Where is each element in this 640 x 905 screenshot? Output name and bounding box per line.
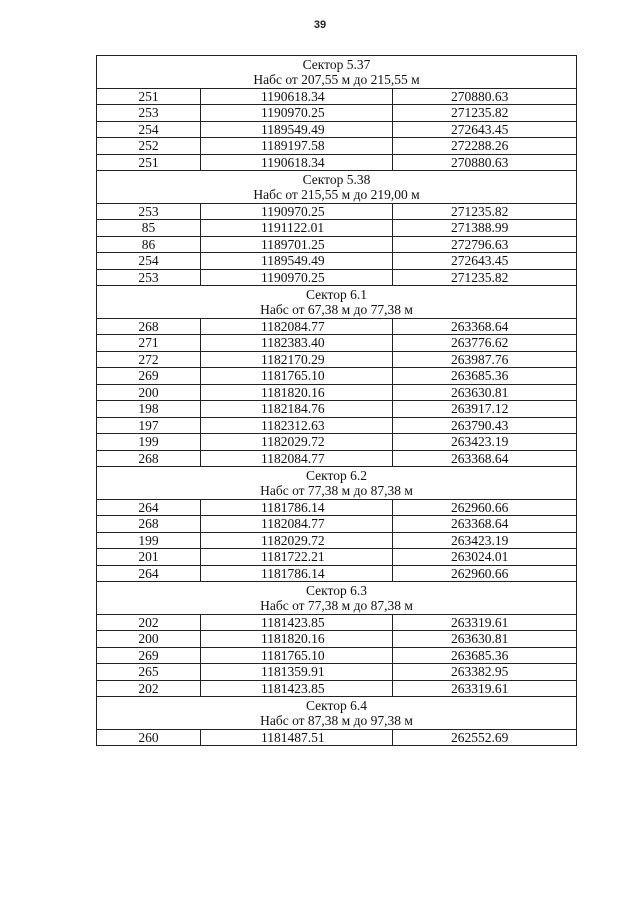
- table-row: [97, 318, 577, 335]
- y-coordinate-cell: 270880.63: [393, 154, 577, 171]
- y-coordinate-cell: 271388.99: [393, 220, 577, 237]
- x-coordinate-cell: 1181765.10: [201, 368, 393, 385]
- x-coordinate-cell: 1182184.76: [201, 401, 393, 418]
- sector-height-range: Набс от 77,38 м до 87,38 м: [97, 598, 577, 614]
- sector-header-row: [97, 697, 577, 714]
- point-number-cell: 251: [97, 88, 201, 105]
- sector-title: Сектор 5.38: [97, 171, 577, 188]
- sector-header-row: [97, 56, 577, 73]
- x-coordinate-cell: 1181487.51: [201, 729, 393, 746]
- point-number-cell: 254: [97, 121, 201, 138]
- x-coordinate-cell: 1181359.91: [201, 664, 393, 681]
- x-coordinate-cell: 1181722.21: [201, 549, 393, 566]
- table-row: [97, 532, 577, 549]
- y-coordinate-cell: 263319.61: [393, 680, 577, 697]
- y-coordinate-cell: 262960.66: [393, 499, 577, 516]
- table-row: [97, 220, 577, 237]
- y-coordinate-cell: 271235.82: [393, 269, 577, 286]
- point-number-cell: 198: [97, 401, 201, 418]
- table-row: [97, 549, 577, 566]
- x-coordinate-cell: 1182029.72: [201, 532, 393, 549]
- point-number-cell: 202: [97, 614, 201, 631]
- y-coordinate-cell: 263790.43: [393, 417, 577, 434]
- y-coordinate-cell: 262552.69: [393, 729, 577, 746]
- table-row: [97, 614, 577, 631]
- sector-title: Сектор 6.4: [97, 697, 577, 714]
- x-coordinate-cell: 1181423.85: [201, 614, 393, 631]
- table-row: [97, 335, 577, 352]
- point-number-cell: 268: [97, 450, 201, 467]
- x-coordinate-cell: 1189549.49: [201, 121, 393, 138]
- y-coordinate-cell: 272643.45: [393, 253, 577, 270]
- table-row: [97, 664, 577, 681]
- sector-header-row: [97, 582, 577, 599]
- point-number-cell: 252: [97, 138, 201, 155]
- table-row: [97, 236, 577, 253]
- x-coordinate-cell: 1181423.85: [201, 680, 393, 697]
- point-number-cell: 253: [97, 269, 201, 286]
- point-number-cell: 254: [97, 253, 201, 270]
- x-coordinate-cell: 1190970.25: [201, 269, 393, 286]
- sector-subtitle-row: [97, 72, 577, 88]
- x-coordinate-cell: 1181820.16: [201, 631, 393, 648]
- sector-height-range: Набс от 215,55 м до 219,00 м: [97, 187, 577, 203]
- table-row: [97, 434, 577, 451]
- y-coordinate-cell: 263382.95: [393, 664, 577, 681]
- table-row: [97, 516, 577, 533]
- y-coordinate-cell: 263024.01: [393, 549, 577, 566]
- y-coordinate-cell: 263685.36: [393, 647, 577, 664]
- point-number-cell: 265: [97, 664, 201, 681]
- point-number-cell: 85: [97, 220, 201, 237]
- y-coordinate-cell: 263423.19: [393, 434, 577, 451]
- point-number-cell: 200: [97, 631, 201, 648]
- x-coordinate-cell: 1182084.77: [201, 318, 393, 335]
- sector-height-range: Набс от 77,38 м до 87,38 м: [97, 483, 577, 499]
- point-number-cell: 264: [97, 499, 201, 516]
- point-number-cell: 260: [97, 729, 201, 746]
- sector-height-range: Набс от 207,55 м до 215,55 м: [97, 72, 577, 88]
- y-coordinate-cell: 263685.36: [393, 368, 577, 385]
- x-coordinate-cell: 1190970.25: [201, 105, 393, 122]
- point-number-cell: 200: [97, 384, 201, 401]
- x-coordinate-cell: 1190970.25: [201, 203, 393, 220]
- y-coordinate-cell: 263319.61: [393, 614, 577, 631]
- table-row: [97, 269, 577, 286]
- table-row: [97, 105, 577, 122]
- coordinates-table-body: [97, 56, 577, 746]
- table-row: [97, 88, 577, 105]
- y-coordinate-cell: 263987.76: [393, 351, 577, 368]
- x-coordinate-cell: 1182383.40: [201, 335, 393, 352]
- x-coordinate-cell: 1189197.58: [201, 138, 393, 155]
- point-number-cell: 199: [97, 532, 201, 549]
- point-number-cell: 271: [97, 335, 201, 352]
- y-coordinate-cell: 271235.82: [393, 203, 577, 220]
- point-number-cell: 197: [97, 417, 201, 434]
- table-row: [97, 351, 577, 368]
- sector-subtitle-row: [97, 598, 577, 614]
- y-coordinate-cell: 263630.81: [393, 631, 577, 648]
- y-coordinate-cell: 270880.63: [393, 88, 577, 105]
- table-row: [97, 203, 577, 220]
- table-row: [97, 680, 577, 697]
- sector-subtitle-row: [97, 713, 577, 729]
- sector-header-row: [97, 286, 577, 303]
- sector-header-row: [97, 171, 577, 188]
- sector-height-range: Набс от 87,38 м до 97,38 м: [97, 713, 577, 729]
- y-coordinate-cell: 263368.64: [393, 318, 577, 335]
- sector-header-row: [97, 467, 577, 484]
- table-row: [97, 154, 577, 171]
- table-row: [97, 729, 577, 746]
- point-number-cell: 86: [97, 236, 201, 253]
- y-coordinate-cell: 263368.64: [393, 450, 577, 467]
- x-coordinate-cell: 1190618.34: [201, 154, 393, 171]
- sector-title: Сектор 6.1: [97, 286, 577, 303]
- x-coordinate-cell: 1181786.14: [201, 499, 393, 516]
- page-number: 39: [313, 19, 327, 31]
- table-row: [97, 384, 577, 401]
- x-coordinate-cell: 1182029.72: [201, 434, 393, 451]
- x-coordinate-cell: 1182312.63: [201, 417, 393, 434]
- sector-subtitle-row: [97, 302, 577, 318]
- y-coordinate-cell: 272288.26: [393, 138, 577, 155]
- point-number-cell: 268: [97, 516, 201, 533]
- x-coordinate-cell: 1182170.29: [201, 351, 393, 368]
- sector-title: Сектор 6.3: [97, 582, 577, 599]
- table-row: [97, 368, 577, 385]
- y-coordinate-cell: 272796.63: [393, 236, 577, 253]
- point-number-cell: 269: [97, 368, 201, 385]
- x-coordinate-cell: 1181786.14: [201, 565, 393, 582]
- table-row: [97, 647, 577, 664]
- point-number-cell: 269: [97, 647, 201, 664]
- y-coordinate-cell: 272643.45: [393, 121, 577, 138]
- x-coordinate-cell: 1191122.01: [201, 220, 393, 237]
- x-coordinate-cell: 1182084.77: [201, 516, 393, 533]
- point-number-cell: 268: [97, 318, 201, 335]
- sector-subtitle-row: [97, 187, 577, 203]
- sector-height-range: Набс от 67,38 м до 77,38 м: [97, 302, 577, 318]
- point-number-cell: 202: [97, 680, 201, 697]
- y-coordinate-cell: 263630.81: [393, 384, 577, 401]
- sector-title: Сектор 6.2: [97, 467, 577, 484]
- y-coordinate-cell: 263423.19: [393, 532, 577, 549]
- point-number-cell: 251: [97, 154, 201, 171]
- table-row: [97, 138, 577, 155]
- coordinates-table: [96, 55, 577, 746]
- y-coordinate-cell: 262960.66: [393, 565, 577, 582]
- point-number-cell: 253: [97, 203, 201, 220]
- x-coordinate-cell: 1182084.77: [201, 450, 393, 467]
- x-coordinate-cell: 1190618.34: [201, 88, 393, 105]
- x-coordinate-cell: 1189549.49: [201, 253, 393, 270]
- table-row: [97, 253, 577, 270]
- table-row: [97, 450, 577, 467]
- table-row: [97, 565, 577, 582]
- coordinates-sheet: [96, 55, 576, 746]
- point-number-cell: 272: [97, 351, 201, 368]
- sector-title: Сектор 5.37: [97, 56, 577, 73]
- sector-subtitle-row: [97, 483, 577, 499]
- y-coordinate-cell: 263776.62: [393, 335, 577, 352]
- y-coordinate-cell: 271235.82: [393, 105, 577, 122]
- point-number-cell: 199: [97, 434, 201, 451]
- table-row: [97, 631, 577, 648]
- point-number-cell: 201: [97, 549, 201, 566]
- table-row: [97, 499, 577, 516]
- y-coordinate-cell: 263368.64: [393, 516, 577, 533]
- point-number-cell: 264: [97, 565, 201, 582]
- table-row: [97, 401, 577, 418]
- x-coordinate-cell: 1181765.10: [201, 647, 393, 664]
- table-row: [97, 417, 577, 434]
- point-number-cell: 253: [97, 105, 201, 122]
- x-coordinate-cell: 1189701.25: [201, 236, 393, 253]
- y-coordinate-cell: 263917.12: [393, 401, 577, 418]
- table-row: [97, 121, 577, 138]
- x-coordinate-cell: 1181820.16: [201, 384, 393, 401]
